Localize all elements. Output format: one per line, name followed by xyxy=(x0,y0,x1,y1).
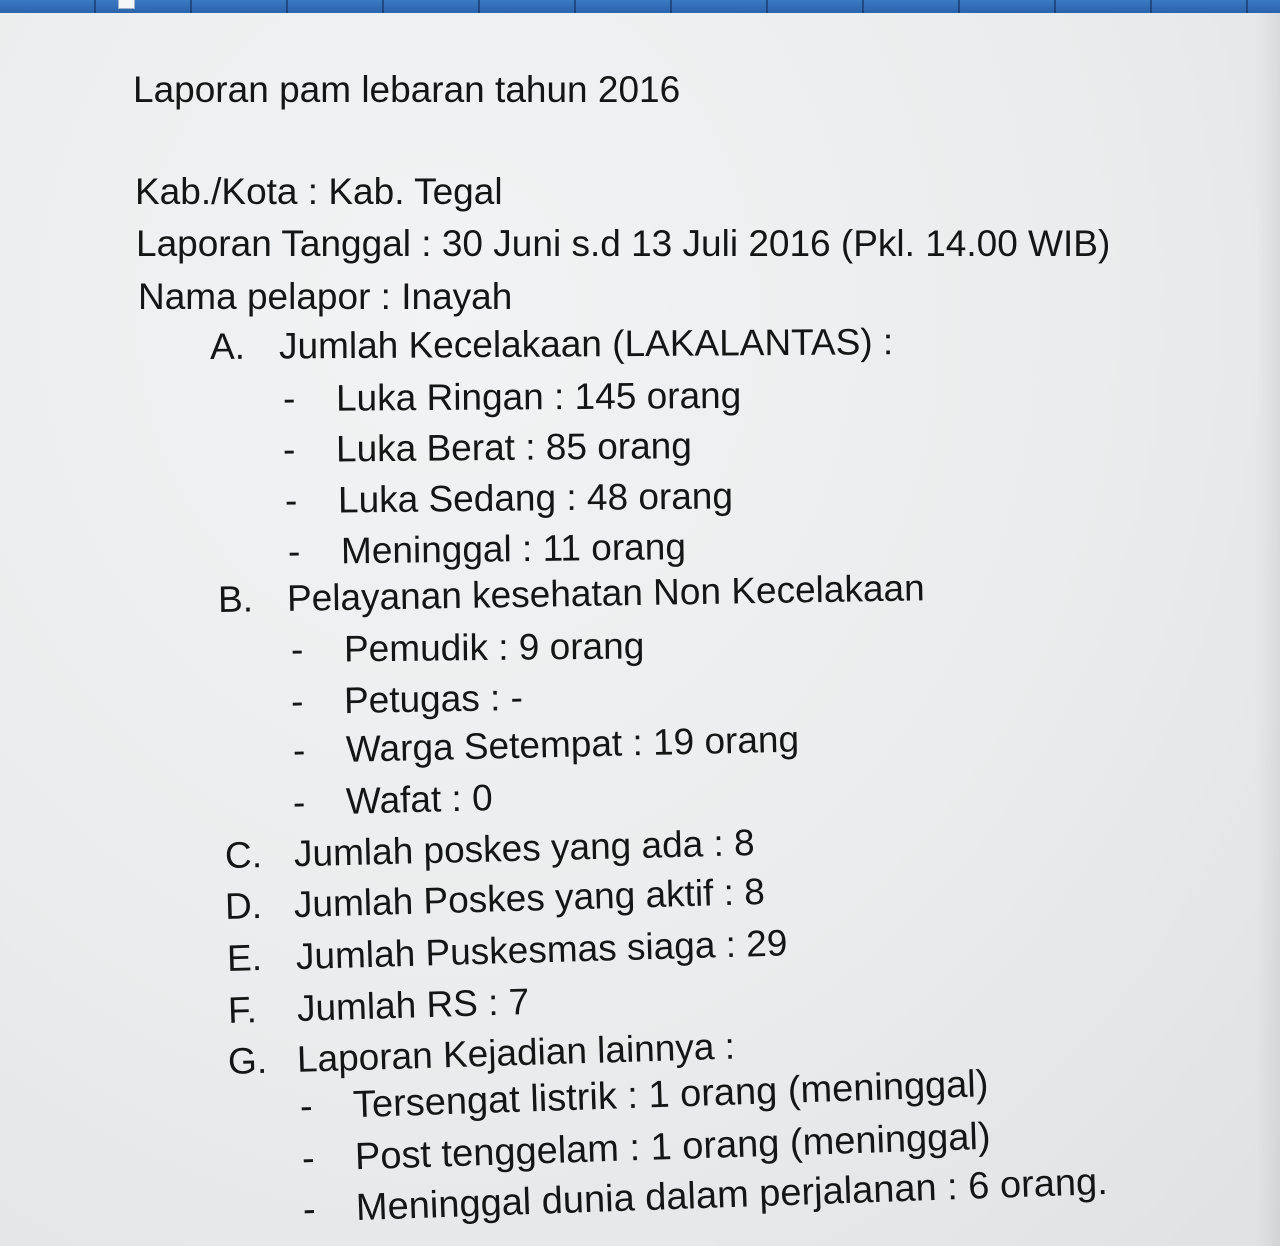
section-letter: F. xyxy=(227,989,258,1031)
section-letter: G. xyxy=(227,1039,268,1082)
item-value: 1 orang (meninggal) xyxy=(647,1063,990,1117)
section-heading: Jumlah Poskes yang aktif : xyxy=(293,871,735,926)
document-title: Laporan pam lebaran tahun 2016 xyxy=(133,69,681,110)
bullet-dash: - xyxy=(301,1137,316,1180)
bullet-dash: - xyxy=(284,479,298,521)
item-label: Tersengat listrik : xyxy=(352,1074,639,1127)
item-value: 145 orang xyxy=(574,374,742,417)
item-label: Post tenggelam : xyxy=(354,1127,641,1179)
field-value: Kab. Tegal xyxy=(328,171,503,212)
screen-edge-shade xyxy=(1256,13,1280,1246)
section-letter: D. xyxy=(224,884,263,927)
section-heading: Pelayanan kesehatan Non Kecelakaan xyxy=(286,567,925,619)
bullet-dash: - xyxy=(282,377,296,419)
field-nama-pelapor xyxy=(138,277,512,317)
section-letter: E. xyxy=(226,937,263,979)
list-item xyxy=(293,778,494,823)
item-value: 85 orang xyxy=(545,425,693,468)
list-item xyxy=(291,626,645,670)
bullet-dash: - xyxy=(290,628,304,670)
window-top-bar xyxy=(0,0,1280,13)
section-heading: Jumlah Kecelakaan (LAKALANTAS) : xyxy=(278,321,894,367)
field-label: Nama pelapor : xyxy=(138,276,391,317)
item-label: Meninggal dunia dalam perjalanan : xyxy=(355,1166,959,1230)
item-value: 11 orang xyxy=(542,526,687,569)
list-item xyxy=(291,678,524,722)
section-letter: B. xyxy=(217,578,254,620)
item-label: Luka Berat : xyxy=(335,426,536,470)
item-label: Wafat : xyxy=(345,777,463,822)
bullet-dash: - xyxy=(299,1085,314,1128)
bullet-dash: - xyxy=(287,530,301,572)
bullet-dash: - xyxy=(290,680,304,722)
field-label: Laporan Tanggal : xyxy=(136,223,432,264)
field-value: 30 Juni s.d 13 Juli 2016 (Pkl. 14.00 WIB) xyxy=(441,223,1111,264)
bullet-dash: - xyxy=(292,781,306,823)
section-heading: Jumlah poskes yang ada : xyxy=(293,822,725,875)
section-f-line xyxy=(227,982,529,1031)
list-item xyxy=(288,527,686,572)
list-item xyxy=(283,376,742,419)
item-label: Luka Sedang : xyxy=(337,476,577,521)
item-value: 19 orang xyxy=(652,718,800,763)
section-d-line xyxy=(224,872,765,927)
item-value: - xyxy=(510,676,524,719)
item-value: 6 orang. xyxy=(967,1160,1109,1208)
section-heading: Jumlah Puskesmas siaga : xyxy=(295,923,737,978)
ruler-indent-marker xyxy=(118,0,135,9)
section-value: 8 xyxy=(743,870,766,913)
section-heading: Laporan Kejadian lainnya : xyxy=(296,1025,736,1080)
bullet-dash: - xyxy=(282,428,296,470)
section-heading: Jumlah RS : xyxy=(296,981,499,1029)
section-value: 7 xyxy=(508,981,530,1023)
item-value: 9 orang xyxy=(518,625,645,668)
section-a-heading xyxy=(210,322,893,367)
section-b-heading xyxy=(218,568,925,620)
section-e-line xyxy=(226,923,787,979)
item-value: 48 orang xyxy=(586,475,734,518)
field-label: Kab./Kota : xyxy=(135,171,319,212)
list-item xyxy=(293,720,800,771)
list-item xyxy=(285,476,733,521)
bullet-dash: - xyxy=(292,729,306,771)
item-label: Luka Ringan : xyxy=(335,376,565,419)
ruler-ticks xyxy=(0,0,1280,13)
field-laporan-tanggal xyxy=(136,224,1110,264)
section-value: 29 xyxy=(745,922,788,965)
item-value: 0 xyxy=(471,777,494,819)
item-label: Meninggal : xyxy=(340,528,533,572)
item-label: Warga Setempat : xyxy=(345,722,644,770)
section-c-line xyxy=(225,823,756,876)
section-letter: C. xyxy=(224,834,263,876)
field-kab-kota xyxy=(135,172,503,212)
item-label: Petugas : xyxy=(343,677,501,722)
section-letter: A. xyxy=(209,325,246,367)
bullet-dash: - xyxy=(302,1188,317,1231)
list-item xyxy=(283,426,692,470)
field-value: Inayah xyxy=(401,276,513,317)
section-value: 8 xyxy=(733,822,756,864)
item-value: 1 orang (meninggal) xyxy=(649,1115,992,1169)
item-label: Pemudik : xyxy=(343,626,509,670)
